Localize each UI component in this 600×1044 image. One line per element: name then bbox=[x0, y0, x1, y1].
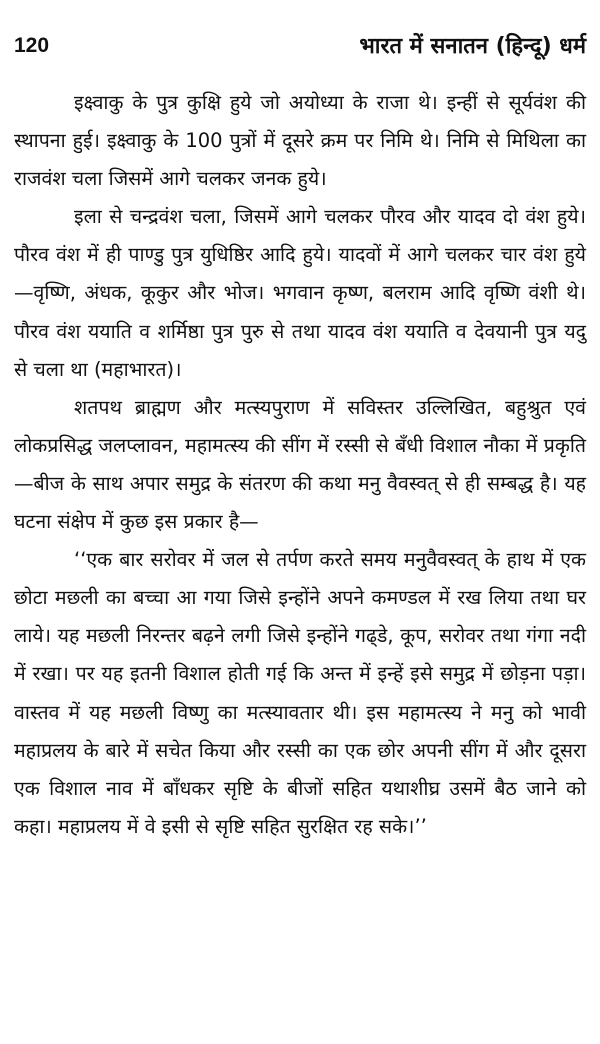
paragraph-chandravansh: इला से चन्द्रवंश चला, जिसमें आगे चलकर पौरव और यादव दो वंश हुये। पौरव वंश में ही पाण्डु पुत्र युधिष्ठिर आदि हुये। यादवों में आगे चलकर चार वंश हुये—वृष्णि, अंधक, कूकुर और भोज। भगवान कृष्ण, बलराम आदि वृष्णि वंशी थे। पौरव वंश ययाति व शर्मिष्ठा पुत्र पुरु से तथा यादव वंश ययाति व देवयानी पुत्र यदु से चला था (महाभारत)। bbox=[14, 205, 586, 381]
paragraph-matsya-story: ‘‘एक बार सरोवर में जल से तर्पण करते समय मनुवैवस्वत् के हाथ में एक छोटा मछली का बच्चा आ गया जिसे इन्होंने अपने कमण्डल में रख लिया तथा घर लाये। यह मछली निरन्तर बढ़ने लगी जिसे इन्होंने गढ्डे, कूप, सरोवर तथा गंगा नदी में रखा। पर यह इतनी विशाल होती गई कि अन्त में इन्हें इसे समुद्र में छोड़ना पड़ा। वास्तव में यह मछली विष्णु का मत्स्यावतार थी। इस महामत्स्य ने मनु को भावी महाप्रलय के बारे में सचेत किया और रस्सी का एक छोर अपनी सींग में और दूसरा एक विशाल नाव में बाँधकर सृष्टि के बीजों सहित यथाशीघ्र उसमें बैठ जाने को कहा। महाप्रलय में वे इसी से सृष्टि सहित सुरक्षित रह सके।’’ bbox=[14, 548, 586, 838]
paragraph-jalplavan: शतपथ ब्राह्मण और मत्स्यपुराण में सविस्तर उल्लिखित, बहुश्रुत एवं लोकप्रसिद्ध जलप्लावन, महामत्स्य की सींग में रस्सी से बँधी विशाल नौका में प्रकृति—बीज के साथ अपार समुद्र के संतरण की कथा मनु वैवस्वत् से ही सम्बद्ध है। यह घटना संक्षेप में कुछ इस प्रकार है— bbox=[14, 395, 586, 534]
paragraph-ikshvaku: इक्ष्वाकु के पुत्र कुक्षि हुये जो अयोध्या के राजा थे। इन्हीं से सूर्यवंश की स्थापना हुई। इक्ष्वाकु के 100 पुत्रों में दूसरे क्रम पर निमि थे। निमि से मिथिला का राजवंश चला जिसमें आगे चलकर जनक हुये। bbox=[14, 91, 586, 191]
page-number: 120 bbox=[14, 34, 50, 57]
page-header bbox=[14, 30, 586, 70]
body-text bbox=[14, 84, 586, 846]
running-title: भारत में सनातन (हिन्दू) धर्म bbox=[359, 34, 586, 59]
